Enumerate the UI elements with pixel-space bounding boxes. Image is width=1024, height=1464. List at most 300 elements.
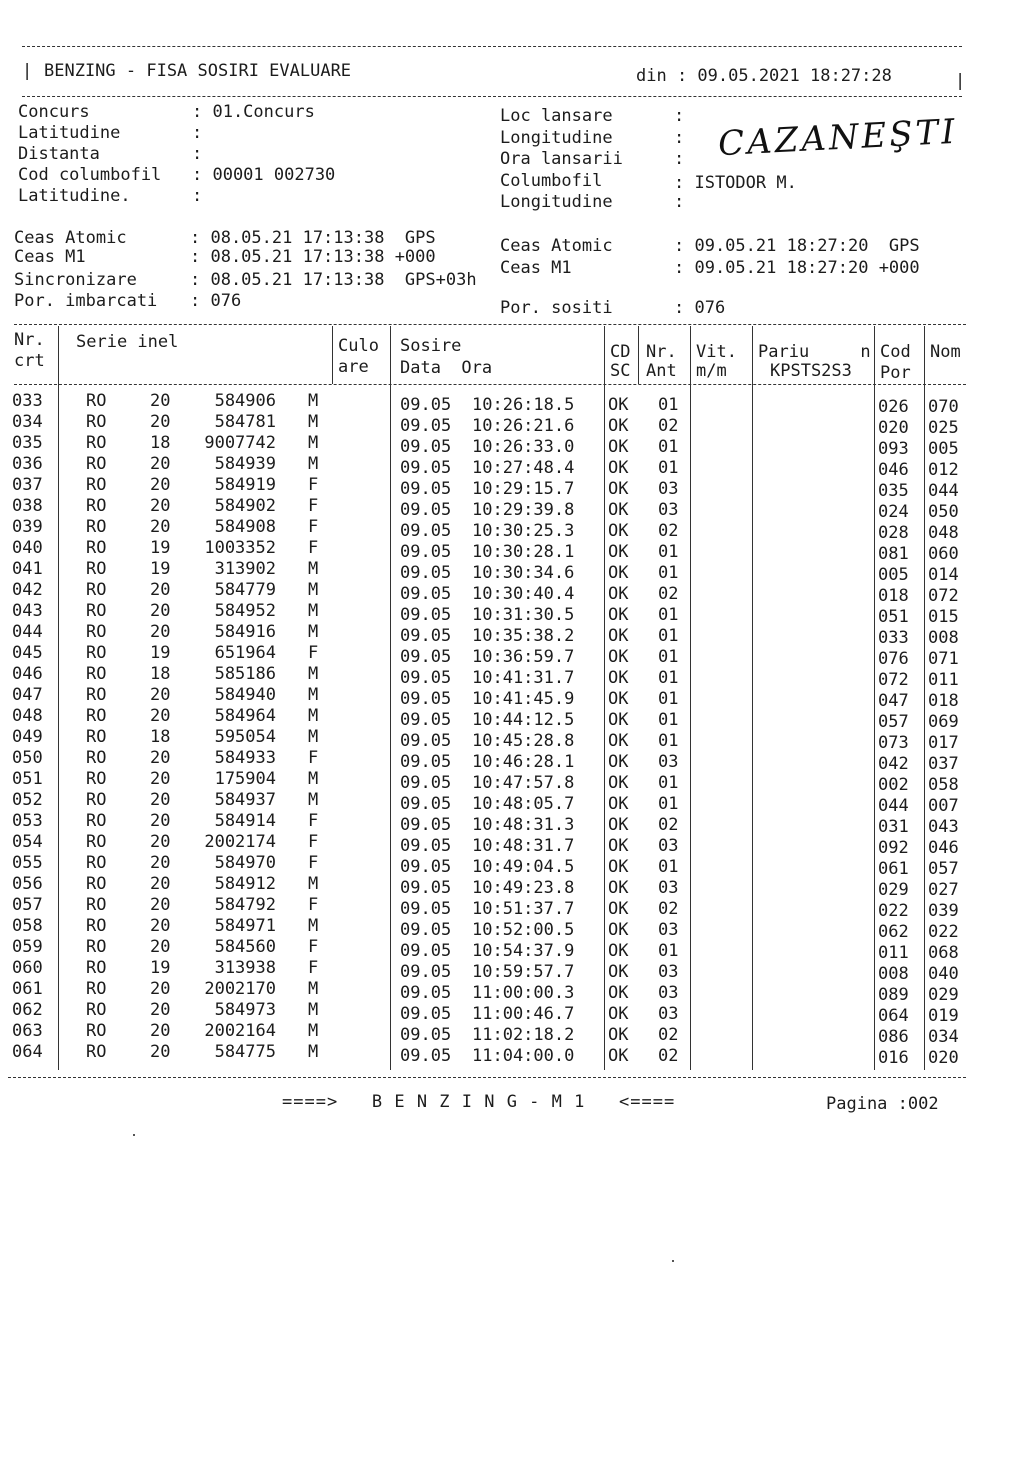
cell-nom: 027 xyxy=(928,880,959,900)
cell-ring: 584908 xyxy=(214,517,276,537)
table-row xyxy=(0,853,1000,879)
cell-nr: 060 xyxy=(12,958,43,978)
cell-nrant: 02 xyxy=(658,584,679,604)
cell-cdsc: OK xyxy=(608,668,629,688)
cell-cdsc: OK xyxy=(608,689,629,709)
cell-year: 20 xyxy=(150,517,171,537)
cell-date: 09.05 xyxy=(400,1025,452,1045)
cell-nr: 050 xyxy=(12,748,43,768)
cell-sex: F xyxy=(308,937,319,957)
cell-codpor: 035 xyxy=(878,481,909,501)
cell-ring: 584912 xyxy=(214,874,276,894)
cell-codpor: 051 xyxy=(878,607,909,627)
cell-sex: M xyxy=(308,433,319,453)
cell-ring: 584779 xyxy=(214,580,276,600)
cell-time: 10:29:39.8 xyxy=(472,500,575,520)
clock-right-label: Ceas M1 xyxy=(500,258,572,278)
cell-nr: 037 xyxy=(12,475,43,495)
cell-sex: M xyxy=(308,916,319,936)
cell-date: 09.05 xyxy=(400,437,452,457)
cell-cdsc: OK xyxy=(608,857,629,877)
clock-left-label: Por. imbarcati xyxy=(14,291,158,311)
table-row xyxy=(0,1021,1000,1047)
cell-cdsc: OK xyxy=(608,437,629,457)
cell-ring: 313938 xyxy=(214,958,276,978)
cell-nom: 050 xyxy=(928,502,959,522)
cell-country: RO xyxy=(86,769,107,789)
cell-date: 09.05 xyxy=(400,584,452,604)
cell-year: 19 xyxy=(150,958,171,978)
cell-ring: 584560 xyxy=(214,937,276,957)
cell-ring: 584906 xyxy=(214,391,276,411)
cell-nrant: 03 xyxy=(658,836,679,856)
clock-right-label: Por. sositi xyxy=(500,298,613,318)
cell-country: RO xyxy=(86,895,107,915)
cell-nrant: 03 xyxy=(658,983,679,1003)
cell-country: RO xyxy=(86,433,107,453)
cell-codpor: 089 xyxy=(878,985,909,1005)
clock-right-value: : 09.05.21 18:27:20 +000 xyxy=(674,258,920,278)
cell-time: 10:30:25.3 xyxy=(472,521,575,541)
cell-nom: 068 xyxy=(928,943,959,963)
cell-year: 20 xyxy=(150,937,171,957)
table-header-bottom-rule xyxy=(14,384,966,385)
cell-date: 09.05 xyxy=(400,647,452,667)
cell-ring: 584937 xyxy=(214,790,276,810)
table-top-rule xyxy=(14,324,966,325)
cell-sex: M xyxy=(308,706,319,726)
cell-time: 10:49:04.5 xyxy=(472,857,575,877)
cell-country: RO xyxy=(86,811,107,831)
cell-nrant: 01 xyxy=(658,731,679,751)
cell-nom: 022 xyxy=(928,922,959,942)
cell-ring: 584775 xyxy=(214,1042,276,1062)
cell-year: 20 xyxy=(150,769,171,789)
cell-ring: 584792 xyxy=(214,895,276,915)
cell-date: 09.05 xyxy=(400,815,452,835)
cell-ring: 584781 xyxy=(214,412,276,432)
cell-time: 10:48:31.7 xyxy=(472,836,575,856)
cell-nom: 040 xyxy=(928,964,959,984)
table-bottom-rule xyxy=(8,1077,966,1078)
cell-ring: 2002164 xyxy=(204,1021,276,1041)
cell-year: 20 xyxy=(150,916,171,936)
cell-ring: 584973 xyxy=(214,1000,276,1020)
col-header-cdsc-2: SC xyxy=(610,361,631,381)
cell-nrant: 01 xyxy=(658,458,679,478)
col-header-nr-1: Nr. xyxy=(14,330,45,350)
cell-cdsc: OK xyxy=(608,647,629,667)
col-sep-2 xyxy=(332,326,333,384)
table-row xyxy=(0,622,1000,648)
table-row xyxy=(0,664,1000,690)
report-date: din : 09.05.2021 18:27:28 xyxy=(636,66,892,86)
cell-ring: 585186 xyxy=(214,664,276,684)
info-left-label: Distanta xyxy=(18,144,100,164)
cell-time: 10:41:45.9 xyxy=(472,689,575,709)
cell-date: 09.05 xyxy=(400,857,452,877)
table-row xyxy=(0,643,1000,669)
cell-nr: 038 xyxy=(12,496,43,516)
cell-cdsc: OK xyxy=(608,395,629,415)
col-header-nr-2: crt xyxy=(14,351,45,371)
cell-year: 20 xyxy=(150,853,171,873)
cell-time: 10:26:18.5 xyxy=(472,395,575,415)
cell-date: 09.05 xyxy=(400,479,452,499)
cell-country: RO xyxy=(86,706,107,726)
cell-sex: F xyxy=(308,517,319,537)
info-right-label: Longitudine xyxy=(500,192,613,212)
cell-nr: 033 xyxy=(12,391,43,411)
cell-country: RO xyxy=(86,790,107,810)
cell-nom: 012 xyxy=(928,460,959,480)
table-row xyxy=(0,832,1000,858)
cell-country: RO xyxy=(86,475,107,495)
cell-time: 10:45:28.8 xyxy=(472,731,575,751)
cell-nr: 051 xyxy=(12,769,43,789)
cell-sex: M xyxy=(308,727,319,747)
col-header-sosire-2: Data Ora xyxy=(400,358,493,378)
cell-sex: M xyxy=(308,601,319,621)
cell-year: 19 xyxy=(150,538,171,558)
cell-nrant: 01 xyxy=(658,437,679,457)
table-row xyxy=(0,874,1000,900)
cell-cdsc: OK xyxy=(608,542,629,562)
cell-time: 10:59:57.7 xyxy=(472,962,575,982)
cell-cdsc: OK xyxy=(608,752,629,772)
cell-date: 09.05 xyxy=(400,899,452,919)
cell-year: 20 xyxy=(150,1021,171,1041)
cell-nom: 037 xyxy=(928,754,959,774)
cell-sex: M xyxy=(308,580,319,600)
cell-time: 10:26:33.0 xyxy=(472,437,575,457)
cell-nom: 034 xyxy=(928,1027,959,1047)
col-header-vit-1: Vit. xyxy=(696,342,737,362)
cell-time: 10:54:37.9 xyxy=(472,941,575,961)
cell-year: 20 xyxy=(150,601,171,621)
cell-nr: 058 xyxy=(12,916,43,936)
cell-time: 10:52:00.5 xyxy=(472,920,575,940)
cell-cdsc: OK xyxy=(608,1004,629,1024)
cell-codpor: 072 xyxy=(878,670,909,690)
cell-nr: 042 xyxy=(12,580,43,600)
page-number: Pagina :002 xyxy=(826,1094,939,1114)
cell-codpor: 073 xyxy=(878,733,909,753)
cell-codpor: 028 xyxy=(878,523,909,543)
cell-nrant: 03 xyxy=(658,1004,679,1024)
table-row xyxy=(0,1042,1000,1068)
cell-nrant: 01 xyxy=(658,395,679,415)
handwritten-location: CAZANEŞTI xyxy=(717,111,959,165)
cell-ring: 584933 xyxy=(214,748,276,768)
footer-brand: ====> B E N Z I N G - M 1 <==== xyxy=(282,1092,676,1112)
cell-nrant: 02 xyxy=(658,899,679,919)
cell-nr: 035 xyxy=(12,433,43,453)
cell-nrant: 01 xyxy=(658,689,679,709)
cell-country: RO xyxy=(86,979,107,999)
cell-year: 20 xyxy=(150,496,171,516)
cell-cdsc: OK xyxy=(608,983,629,1003)
cell-time: 10:51:37.7 xyxy=(472,899,575,919)
cell-time: 11:04:00.0 xyxy=(472,1046,575,1066)
cell-cdsc: OK xyxy=(608,941,629,961)
cell-sex: M xyxy=(308,769,319,789)
info-left-value: : 01.Concurs xyxy=(192,102,315,122)
cell-nrant: 02 xyxy=(658,1046,679,1066)
cell-time: 10:27:48.4 xyxy=(472,458,575,478)
cell-year: 20 xyxy=(150,706,171,726)
box-right-bar: | xyxy=(955,71,966,91)
cell-codpor: 086 xyxy=(878,1027,909,1047)
cell-sex: M xyxy=(308,559,319,579)
info-left-label: Latitudine. xyxy=(18,186,131,206)
table-row xyxy=(0,517,1000,543)
cell-cdsc: OK xyxy=(608,920,629,940)
cell-codpor: 062 xyxy=(878,922,909,942)
cell-country: RO xyxy=(86,601,107,621)
info-right-label: Columbofil xyxy=(500,170,603,191)
cell-nom: 046 xyxy=(928,838,959,858)
cell-country: RO xyxy=(86,727,107,747)
cell-date: 09.05 xyxy=(400,1004,452,1024)
cell-codpor: 092 xyxy=(878,838,909,858)
cell-date: 09.05 xyxy=(400,605,452,625)
cell-ring: 9007742 xyxy=(204,433,276,453)
cell-date: 09.05 xyxy=(400,521,452,541)
table-row xyxy=(0,475,1000,501)
cell-codpor: 046 xyxy=(878,460,909,480)
cell-date: 09.05 xyxy=(400,563,452,583)
cell-nr: 062 xyxy=(12,1000,43,1020)
cell-nrant: 03 xyxy=(658,962,679,982)
cell-sex: F xyxy=(308,895,319,915)
table-row xyxy=(0,391,1000,417)
cell-sex: F xyxy=(308,538,319,558)
col-header-pariu-2: KPSTS2S3 xyxy=(770,361,852,381)
clock-right-label: Ceas Atomic xyxy=(500,236,613,256)
table-row xyxy=(0,1000,1000,1026)
cell-ring: 595054 xyxy=(214,727,276,747)
cell-country: RO xyxy=(86,517,107,537)
cell-nrant: 01 xyxy=(658,794,679,814)
cell-nrant: 01 xyxy=(658,668,679,688)
cell-date: 09.05 xyxy=(400,962,452,982)
cell-country: RO xyxy=(86,391,107,411)
cell-sex: M xyxy=(308,979,319,999)
cell-country: RO xyxy=(86,958,107,978)
cell-country: RO xyxy=(86,412,107,432)
cell-sex: M xyxy=(308,790,319,810)
cell-codpor: 018 xyxy=(878,586,909,606)
cell-nr: 057 xyxy=(12,895,43,915)
cell-nr: 054 xyxy=(12,832,43,852)
cell-date: 09.05 xyxy=(400,626,452,646)
cell-nrant: 03 xyxy=(658,479,679,499)
cell-date: 09.05 xyxy=(400,731,452,751)
info-left-label: Concurs xyxy=(18,102,90,122)
table-row xyxy=(0,748,1000,774)
cell-nom: 020 xyxy=(928,1048,959,1068)
cell-date: 09.05 xyxy=(400,773,452,793)
cell-year: 20 xyxy=(150,979,171,999)
cell-year: 18 xyxy=(150,727,171,747)
cell-codpor: 031 xyxy=(878,817,909,837)
cell-nrant: 02 xyxy=(658,1025,679,1045)
cell-codpor: 002 xyxy=(878,775,909,795)
col-header-codpor-1: Cod xyxy=(880,342,911,362)
cell-ring: 584916 xyxy=(214,622,276,642)
cell-date: 09.05 xyxy=(400,836,452,856)
cell-time: 11:02:18.2 xyxy=(472,1025,575,1045)
table-row xyxy=(0,559,1000,585)
cell-ring: 175904 xyxy=(214,769,276,789)
cell-nrant: 01 xyxy=(658,773,679,793)
cell-cdsc: OK xyxy=(608,563,629,583)
cell-nr: 040 xyxy=(12,538,43,558)
cell-year: 20 xyxy=(150,874,171,894)
cell-nrant: 03 xyxy=(658,752,679,772)
cell-country: RO xyxy=(86,643,107,663)
cell-ring: 1003352 xyxy=(204,538,276,558)
cell-ring: 584940 xyxy=(214,685,276,705)
cell-ring: 584919 xyxy=(214,475,276,495)
cell-nom: 015 xyxy=(928,607,959,627)
col-sep-5 xyxy=(638,326,639,384)
cell-ring: 313902 xyxy=(214,559,276,579)
info-right-label: Ora lansarii xyxy=(500,149,623,169)
cell-nom: 014 xyxy=(928,565,959,585)
clock-left-value: : 08.05.21 17:13:38 +000 xyxy=(190,247,436,267)
table-row xyxy=(0,916,1000,942)
info-left-label: Cod columbofil xyxy=(18,165,162,185)
cell-codpor: 057 xyxy=(878,712,909,732)
cell-year: 20 xyxy=(150,895,171,915)
cell-date: 09.05 xyxy=(400,878,452,898)
cell-nom: 005 xyxy=(928,439,959,459)
cell-codpor: 026 xyxy=(878,397,909,417)
cell-nr: 036 xyxy=(12,454,43,474)
cell-nr: 043 xyxy=(12,601,43,621)
cell-nrant: 01 xyxy=(658,563,679,583)
cell-sex: M xyxy=(308,391,319,411)
cell-nom: 057 xyxy=(928,859,959,879)
cell-codpor: 093 xyxy=(878,439,909,459)
cell-nr: 045 xyxy=(12,643,43,663)
cell-nom: 070 xyxy=(928,397,959,417)
cell-country: RO xyxy=(86,685,107,705)
cell-ring: 584939 xyxy=(214,454,276,474)
cell-date: 09.05 xyxy=(400,710,452,730)
info-left-value: : xyxy=(192,123,203,143)
cell-cdsc: OK xyxy=(608,626,629,646)
info-right-label: Longitudine xyxy=(500,127,613,148)
table-row xyxy=(0,538,1000,564)
cell-sex: M xyxy=(308,664,319,684)
cell-nr: 053 xyxy=(12,811,43,831)
col-header-nom: Nom xyxy=(930,342,961,362)
cell-country: RO xyxy=(86,832,107,852)
cell-sex: F xyxy=(308,748,319,768)
cell-date: 09.05 xyxy=(400,542,452,562)
cell-cdsc: OK xyxy=(608,479,629,499)
cell-nr: 048 xyxy=(12,706,43,726)
cell-codpor: 064 xyxy=(878,1006,909,1026)
cell-cdsc: OK xyxy=(608,794,629,814)
cell-date: 09.05 xyxy=(400,920,452,940)
cell-year: 20 xyxy=(150,475,171,495)
cell-codpor: 047 xyxy=(878,691,909,711)
cell-country: RO xyxy=(86,1042,107,1062)
cell-sex: M xyxy=(308,1021,319,1041)
cell-nr: 034 xyxy=(12,412,43,432)
table-row xyxy=(0,580,1000,606)
cell-year: 20 xyxy=(150,832,171,852)
cell-year: 18 xyxy=(150,433,171,453)
cell-time: 10:49:23.8 xyxy=(472,878,575,898)
cell-year: 19 xyxy=(150,643,171,663)
cell-country: RO xyxy=(86,1000,107,1020)
cell-nrant: 01 xyxy=(658,710,679,730)
cell-cdsc: OK xyxy=(608,815,629,835)
cell-nom: 048 xyxy=(928,523,959,543)
cell-sex: F xyxy=(308,643,319,663)
cell-sex: F xyxy=(308,475,319,495)
info-left-label: Latitudine xyxy=(18,123,121,143)
cell-date: 09.05 xyxy=(400,416,452,436)
table-row xyxy=(0,727,1000,753)
clock-left-label: Ceas Atomic xyxy=(14,228,127,248)
info-left-value: : xyxy=(192,186,203,206)
cell-date: 09.05 xyxy=(400,941,452,961)
cell-year: 20 xyxy=(150,580,171,600)
clock-left-value: : 08.05.21 17:13:38 GPS xyxy=(190,228,436,248)
cell-sex: M xyxy=(308,454,319,474)
table-row xyxy=(0,685,1000,711)
cell-cdsc: OK xyxy=(608,458,629,478)
info-right-value: : xyxy=(674,106,685,126)
cell-year: 20 xyxy=(150,412,171,432)
cell-ring: 2002170 xyxy=(204,979,276,999)
cell-year: 18 xyxy=(150,664,171,684)
cell-cdsc: OK xyxy=(608,773,629,793)
cell-date: 09.05 xyxy=(400,689,452,709)
cell-nr: 047 xyxy=(12,685,43,705)
cell-ring: 584952 xyxy=(214,601,276,621)
cell-year: 20 xyxy=(150,622,171,642)
cell-ring: 651964 xyxy=(214,643,276,663)
cell-cdsc: OK xyxy=(608,1025,629,1045)
cell-nr: 063 xyxy=(12,1021,43,1041)
cell-country: RO xyxy=(86,559,107,579)
cell-date: 09.05 xyxy=(400,752,452,772)
speck-dot xyxy=(672,1260,674,1262)
cell-nrant: 02 xyxy=(658,521,679,541)
cell-year: 20 xyxy=(150,1000,171,1020)
cell-country: RO xyxy=(86,874,107,894)
cell-codpor: 061 xyxy=(878,859,909,879)
cell-nrant: 02 xyxy=(658,416,679,436)
cell-country: RO xyxy=(86,580,107,600)
cell-nom: 017 xyxy=(928,733,959,753)
cell-nrant: 01 xyxy=(658,542,679,562)
cell-nr: 061 xyxy=(12,979,43,999)
cell-country: RO xyxy=(86,496,107,516)
cell-time: 10:47:57.8 xyxy=(472,773,575,793)
cell-year: 20 xyxy=(150,748,171,768)
cell-ring: 584971 xyxy=(214,916,276,936)
cell-nr: 049 xyxy=(12,727,43,747)
cell-time: 10:30:34.6 xyxy=(472,563,575,583)
